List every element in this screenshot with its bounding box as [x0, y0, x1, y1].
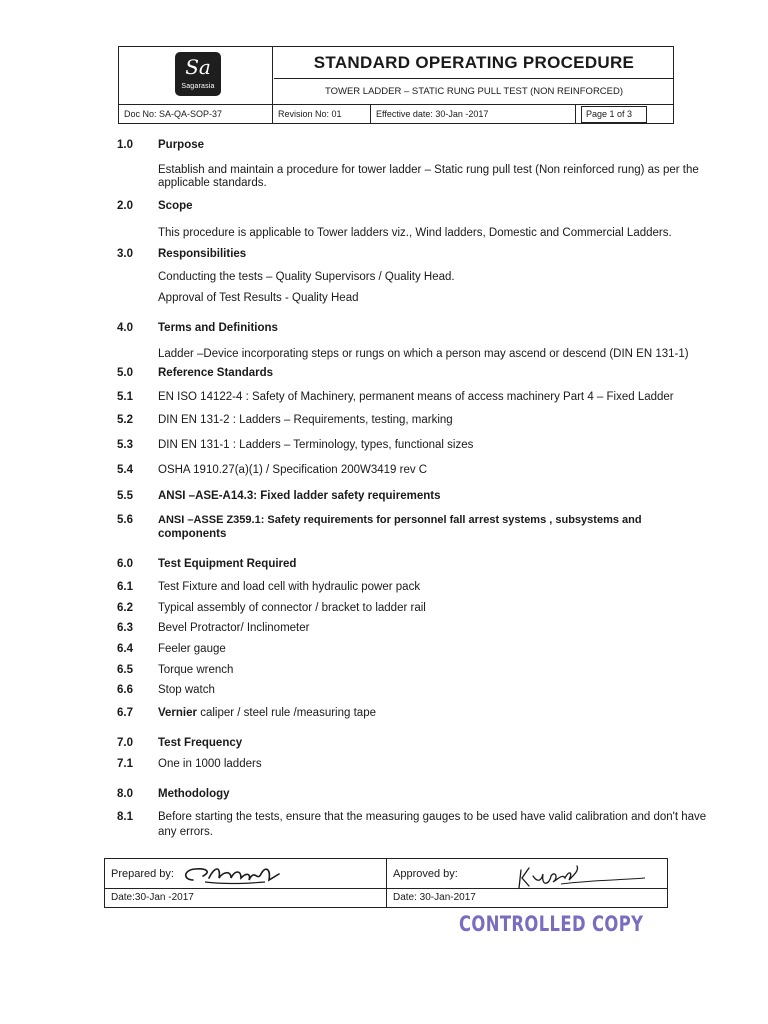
item-number: 6.7	[117, 707, 133, 719]
logo-mark: Sa	[185, 55, 211, 79]
section-heading: Test Equipment Required	[158, 558, 297, 570]
section-number: 1.0	[117, 139, 133, 151]
item-number: 7.1	[117, 758, 133, 770]
approver-signature	[513, 860, 653, 890]
document-title: STANDARD OPERATING PROCEDURE	[274, 47, 674, 79]
item-number: 6.4	[117, 643, 133, 655]
responsibility-line-1: Conducting the tests – Quality Supervisors / Quality Head.	[158, 271, 455, 283]
section-number: 5.0	[117, 367, 133, 379]
item-number: 5.5	[117, 490, 133, 502]
company-logo	[175, 52, 221, 96]
item-number: 5.4	[117, 464, 133, 476]
item-text: Feeler gauge	[158, 643, 226, 655]
preparer-signature	[181, 860, 301, 890]
document-header-table	[118, 46, 674, 124]
section-heading: Scope	[158, 200, 193, 212]
item-text: Stop watch	[158, 684, 215, 696]
document-subtitle: TOWER LADDER – STATIC RUNG PULL TEST (NON REINFORCED)	[324, 86, 624, 97]
item-number: 6.1	[117, 581, 133, 593]
item-text-line-1: ANSI –ASSE Z359.1: Safety requirements for personnel fall arrest systems , subsystems and	[158, 514, 642, 526]
item-text: ANSI –ASE-A14.3: Fixed ladder safety requirements	[158, 490, 441, 502]
section-number: 3.0	[117, 248, 133, 260]
item-text-line-2: any errors.	[158, 826, 213, 838]
section-heading: Reference Standards	[158, 367, 274, 379]
item-number: 5.2	[117, 414, 133, 426]
section-number: 4.0	[117, 322, 133, 334]
effective-date: Effective date: 30-Jan -2017	[371, 105, 576, 124]
item-number: 5.3	[117, 439, 133, 451]
section-heading: Responsibilities	[158, 248, 247, 260]
section-heading: Terms and Definitions	[158, 322, 278, 334]
item-text: One in 1000 ladders	[158, 758, 262, 770]
approval-table	[104, 858, 668, 908]
item-text-bold: Vernier	[158, 707, 197, 719]
section-heading: Test Frequency	[158, 737, 243, 749]
item-number: 6.5	[117, 664, 133, 676]
item-text-line-1: Before starting the tests, ensure that the measuring gauges to be used have valid calibration and don't have	[158, 811, 707, 823]
item-text	[158, 706, 376, 721]
scope-text: This procedure is applicable to Tower ladders viz., Wind ladders, Domestic and Commercial Ladders.	[158, 227, 672, 239]
item-text: EN ISO 14122-4 : Safety of Machinery, permanent means of access machinery Part 4 – Fixed Ladder	[158, 391, 674, 403]
page-indicator-cell	[576, 105, 673, 124]
section-heading: Methodology	[158, 788, 230, 800]
item-number: 6.6	[117, 684, 133, 696]
item-number: 6.3	[117, 622, 133, 634]
item-number: 8.1	[117, 811, 133, 823]
purpose-line-2: applicable standards.	[158, 177, 267, 189]
approved-date: Date: 30-Jan-2017	[393, 892, 476, 903]
section-number: 2.0	[117, 200, 133, 212]
item-text: Typical assembly of connector / bracket to ladder rail	[158, 602, 426, 614]
item-text: Bevel Protractor/ Inclinometer	[158, 622, 310, 634]
prepared-date: Date:30-Jan -2017	[105, 889, 387, 907]
terms-definition: Ladder –Device incorporating steps or rungs on which a person may ascend or descend (DIN EN 131-1)	[158, 348, 689, 360]
logo-wordmark: Sagarasia	[181, 83, 215, 90]
section-heading: Purpose	[158, 139, 205, 151]
item-text: DIN EN 131-1 : Ladders – Terminology, types, functional sizes	[158, 439, 474, 451]
revision-number: Revision No: 01	[273, 105, 371, 124]
item-text-rest: caliper / steel rule /measuring tape	[197, 707, 376, 719]
page-indicator: Page 1 of 3	[581, 106, 647, 123]
section-number: 8.0	[117, 788, 133, 800]
approved-by-label: Approved by:	[393, 868, 458, 880]
item-text: Test Fixture and load cell with hydraulic power pack	[158, 581, 421, 593]
item-text: Torque wrench	[158, 664, 234, 676]
section-number: 7.0	[117, 737, 133, 749]
responsibility-line-2: Approval of Test Results - Quality Head	[158, 292, 359, 304]
document-meta-row	[119, 104, 673, 124]
doc-number: Doc No: SA-QA-SOP-37	[119, 105, 273, 124]
controlled-copy-stamp: CONTROLLED COPY	[459, 912, 644, 936]
section-number: 6.0	[117, 558, 133, 570]
item-number: 5.1	[117, 391, 133, 403]
item-text: OSHA 1910.27(a)(1) / Specification 200W3419 rev C	[158, 464, 428, 476]
item-number: 5.6	[117, 514, 133, 526]
item-text: DIN EN 131-2 : Ladders – Requirements, testing, marking	[158, 414, 453, 426]
prepared-by-label: Prepared by:	[111, 868, 174, 880]
logo-cell	[119, 47, 273, 104]
purpose-line-1: Establish and maintain a procedure for tower ladder – Static rung pull test (Non reinforced rung) as per the	[158, 164, 699, 176]
item-number: 6.2	[117, 602, 133, 614]
item-text-line-2: components	[158, 528, 227, 540]
